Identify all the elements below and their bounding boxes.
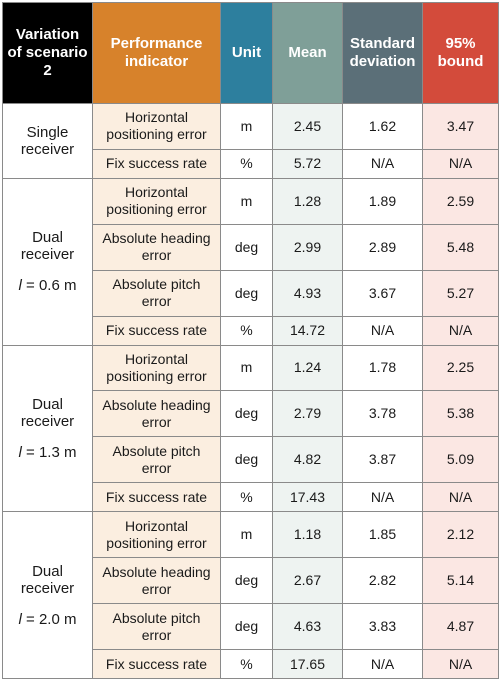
- mean-cell: 14.72: [273, 316, 343, 345]
- std-cell: 3.87: [343, 437, 423, 483]
- baseline-length: [7, 277, 88, 294]
- std-cell: 1.78: [343, 345, 423, 391]
- variation-label: Dual receiver: [20, 229, 75, 264]
- bound-cell: N/A: [423, 149, 499, 178]
- std-cell: N/A: [343, 149, 423, 178]
- mean-cell: 2.67: [273, 558, 343, 604]
- indicator-cell: Horizontal positioning error: [93, 512, 221, 558]
- bound-cell: 4.87: [423, 604, 499, 650]
- indicator-cell: Horizontal positioning error: [93, 178, 221, 224]
- results-table: [2, 2, 499, 679]
- indicator-cell: Absolute heading error: [93, 224, 221, 270]
- indicator-cell: Absolute heading error: [93, 391, 221, 437]
- bound-cell: N/A: [423, 316, 499, 345]
- mean-cell: 17.43: [273, 483, 343, 512]
- indicator-cell: Fix success rate: [93, 149, 221, 178]
- indicator-cell: Fix success rate: [93, 650, 221, 679]
- std-cell: N/A: [343, 316, 423, 345]
- baseline-value: = 0.6 m: [21, 277, 77, 295]
- bound-cell: 2.25: [423, 345, 499, 391]
- mean-cell: 4.82: [273, 437, 343, 483]
- bound-cell: 5.48: [423, 224, 499, 270]
- baseline-symbol: l: [18, 277, 22, 295]
- bound-cell: 2.12: [423, 512, 499, 558]
- indicator-cell: Absolute pitch error: [93, 437, 221, 483]
- header-standard-deviation: Standard deviation: [343, 3, 423, 104]
- std-cell: 1.62: [343, 104, 423, 150]
- header-mean: Mean: [273, 3, 343, 104]
- table-body: [3, 104, 499, 679]
- variation-cell: [3, 345, 93, 512]
- indicator-cell: Absolute pitch error: [93, 270, 221, 316]
- std-cell: N/A: [343, 650, 423, 679]
- variation-cell: [3, 104, 93, 179]
- baseline-symbol: l: [18, 443, 22, 461]
- std-cell: 1.89: [343, 178, 423, 224]
- unit-cell: deg: [221, 437, 273, 483]
- header-unit: Unit: [221, 3, 273, 104]
- header-performance-indicator: Performance indicator: [93, 3, 221, 104]
- baseline-value: = 1.3 m: [21, 443, 77, 461]
- unit-cell: m: [221, 345, 273, 391]
- unit-cell: deg: [221, 224, 273, 270]
- mean-cell: 4.63: [273, 604, 343, 650]
- baseline-value: = 2.0 m: [21, 610, 77, 628]
- unit-cell: deg: [221, 604, 273, 650]
- mean-cell: 2.45: [273, 104, 343, 150]
- std-cell: 1.85: [343, 512, 423, 558]
- std-cell: 2.89: [343, 224, 423, 270]
- variation-label: Dual receiver: [20, 562, 75, 597]
- bound-cell: 3.47: [423, 104, 499, 150]
- mean-cell: 2.79: [273, 391, 343, 437]
- header-variation: Variation of scenario 2: [3, 3, 93, 104]
- unit-cell: %: [221, 316, 273, 345]
- unit-cell: deg: [221, 391, 273, 437]
- variation-cell: [3, 178, 93, 345]
- unit-cell: %: [221, 149, 273, 178]
- indicator-cell: Fix success rate: [93, 316, 221, 345]
- unit-cell: m: [221, 178, 273, 224]
- mean-cell: 17.65: [273, 650, 343, 679]
- unit-cell: %: [221, 650, 273, 679]
- table-row: [3, 104, 499, 150]
- bound-cell: 5.09: [423, 437, 499, 483]
- indicator-cell: Absolute pitch error: [93, 604, 221, 650]
- baseline-length: [7, 611, 88, 628]
- bound-cell: N/A: [423, 650, 499, 679]
- bound-cell: 5.38: [423, 391, 499, 437]
- mean-cell: 2.99: [273, 224, 343, 270]
- unit-cell: %: [221, 483, 273, 512]
- mean-cell: 5.72: [273, 149, 343, 178]
- table-row: [3, 178, 499, 224]
- std-cell: 3.67: [343, 270, 423, 316]
- mean-cell: 1.18: [273, 512, 343, 558]
- header-row: [3, 3, 499, 104]
- mean-cell: 1.28: [273, 178, 343, 224]
- unit-cell: m: [221, 104, 273, 150]
- std-cell: 2.82: [343, 558, 423, 604]
- unit-cell: deg: [221, 558, 273, 604]
- mean-cell: 4.93: [273, 270, 343, 316]
- bound-cell: 2.59: [423, 178, 499, 224]
- unit-cell: deg: [221, 270, 273, 316]
- mean-cell: 1.24: [273, 345, 343, 391]
- indicator-cell: Absolute heading error: [93, 558, 221, 604]
- baseline-length: [7, 444, 88, 461]
- indicator-cell: Horizontal positioning error: [93, 345, 221, 391]
- bound-cell: N/A: [423, 483, 499, 512]
- header-95-bound: 95% bound: [423, 3, 499, 104]
- indicator-cell: Fix success rate: [93, 483, 221, 512]
- std-cell: 3.78: [343, 391, 423, 437]
- bound-cell: 5.14: [423, 558, 499, 604]
- baseline-symbol: l: [18, 610, 22, 628]
- bound-cell: 5.27: [423, 270, 499, 316]
- variation-label: Dual receiver: [20, 395, 75, 430]
- table-row: [3, 345, 499, 391]
- variation-cell: [3, 512, 93, 679]
- unit-cell: m: [221, 512, 273, 558]
- variation-label: Single receiver: [20, 123, 75, 158]
- indicator-cell: Horizontal positioning error: [93, 104, 221, 150]
- std-cell: N/A: [343, 483, 423, 512]
- std-cell: 3.83: [343, 604, 423, 650]
- table-row: [3, 512, 499, 558]
